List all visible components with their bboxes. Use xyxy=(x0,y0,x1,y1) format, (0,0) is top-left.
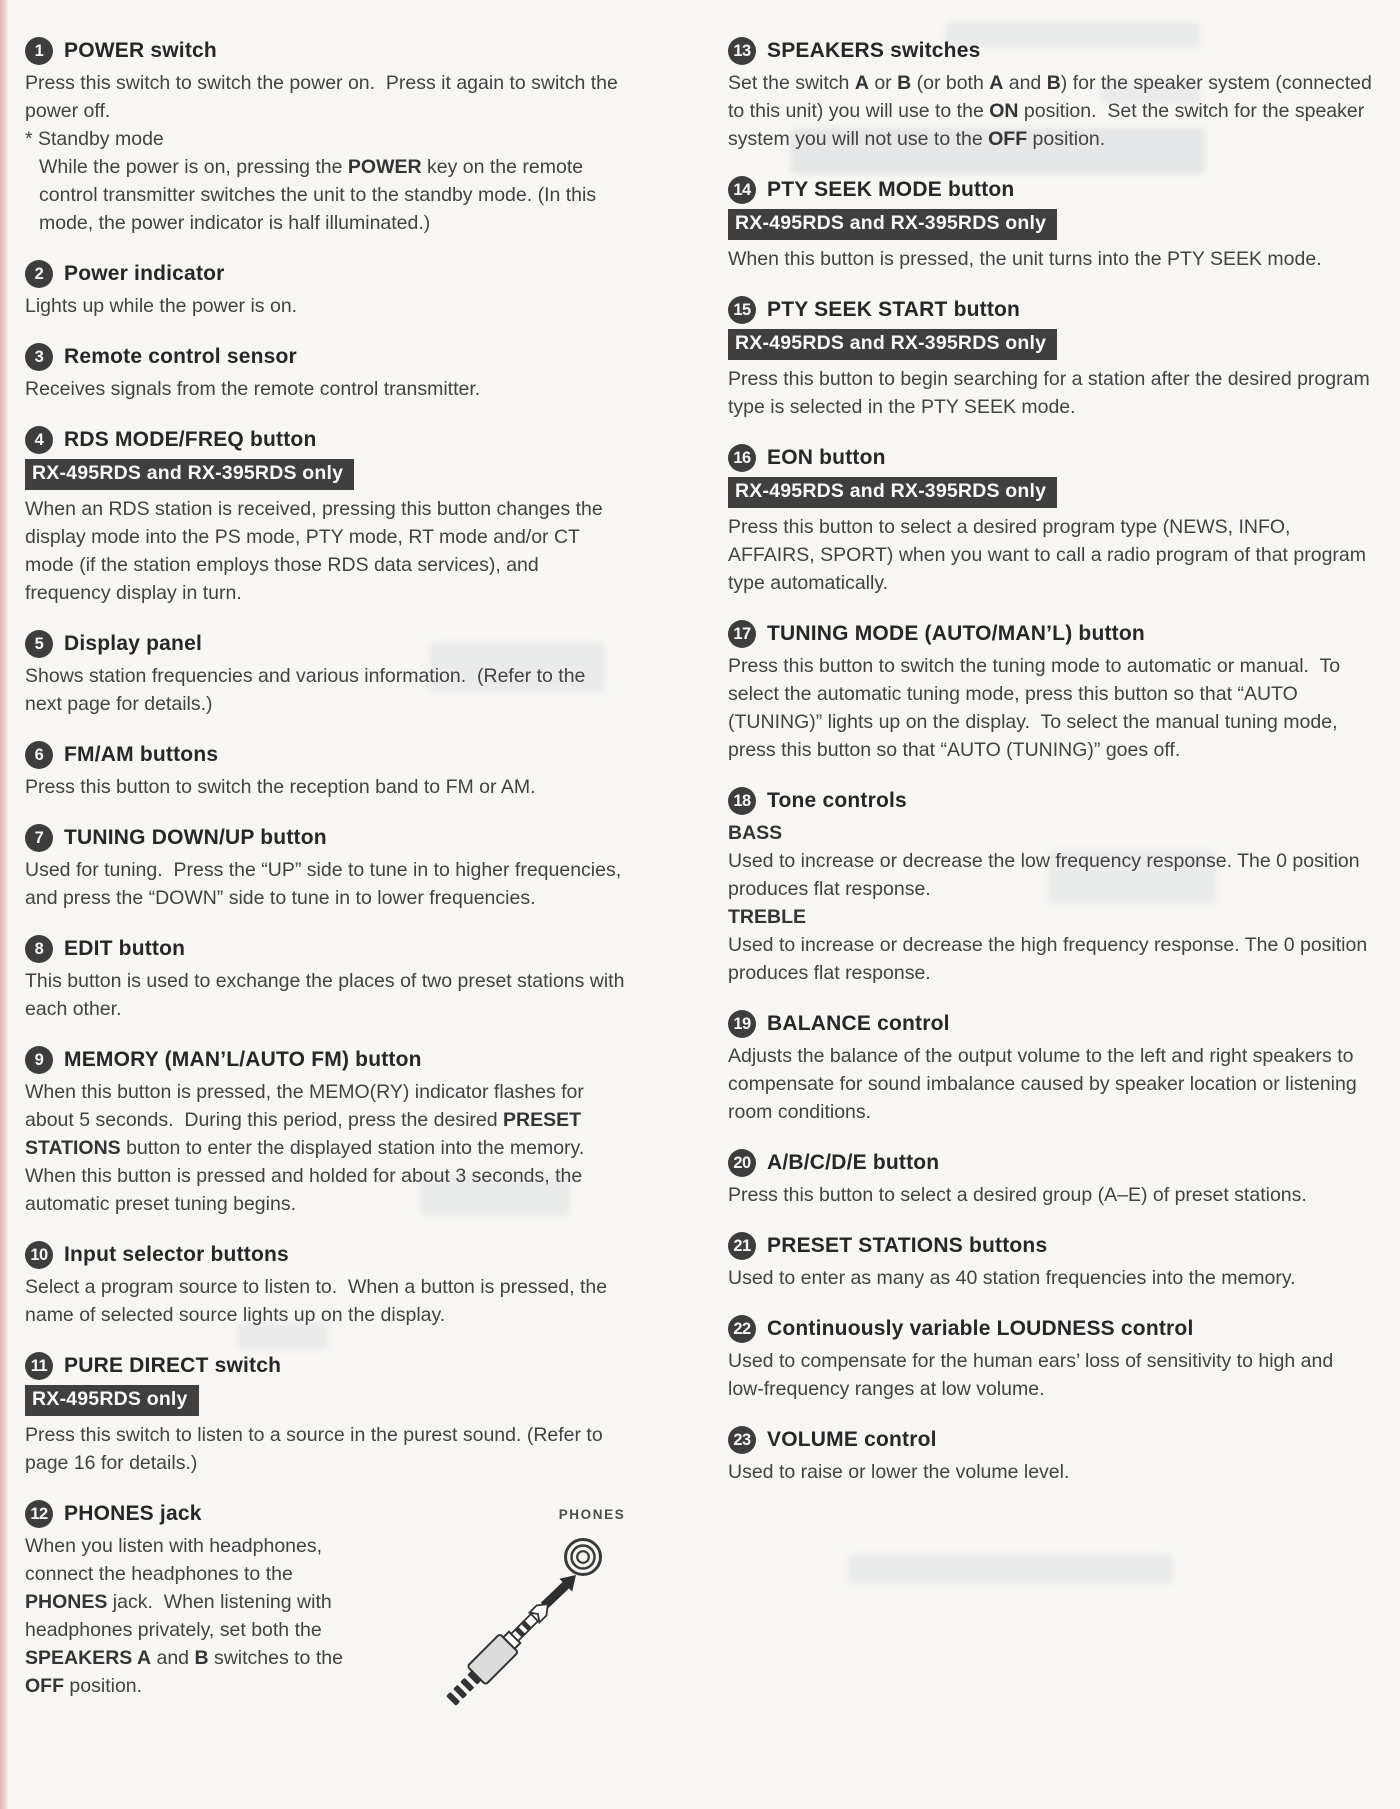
item-body xyxy=(25,1078,625,1218)
item-body xyxy=(25,495,625,607)
body-paragraph: Used to increase or decrease the high frequency response. The 0 position produces flat response. xyxy=(728,934,1368,984)
item-body xyxy=(25,967,625,1023)
item-body xyxy=(728,245,1373,273)
body-paragraph: TREBLE xyxy=(728,906,806,928)
model-badge: RX-495RDS and RX-395RDS only xyxy=(25,459,354,490)
manual-item xyxy=(25,36,625,237)
item-number: 13 xyxy=(733,42,751,60)
item-number: 3 xyxy=(34,348,44,366)
item-heading-row xyxy=(728,443,1373,473)
headphone-plug-icon xyxy=(423,1503,641,1715)
item-number: 9 xyxy=(34,1051,44,1069)
item-number-badge xyxy=(25,741,53,769)
item-body xyxy=(25,662,625,718)
item-number: 1 xyxy=(34,42,44,60)
item-heading-row xyxy=(728,1009,1373,1039)
item-heading-row xyxy=(25,342,625,372)
item-heading-row xyxy=(728,1231,1373,1261)
manual-item xyxy=(25,629,625,718)
item-heading-row xyxy=(25,629,625,659)
item-title: TUNING MODE (AUTO/MAN’L) button xyxy=(767,622,1145,645)
item-number: 5 xyxy=(34,635,44,653)
item-title: PRESET STATIONS buttons xyxy=(767,1234,1048,1257)
body-paragraph: Shows station frequencies and various information. (Refer to the next page for details.) xyxy=(25,665,586,715)
item-heading-row xyxy=(25,259,625,289)
jack-socket-icon xyxy=(566,1540,601,1575)
body-paragraph: When this button is pressed, the MEMO(RY) indicator flashes for about 5 seconds. During this period, press the desired PRESET STATIONS button to enter the displayed station into the memory. xyxy=(25,1081,585,1159)
body-paragraph: BASS xyxy=(728,822,783,844)
item-number-badge xyxy=(25,1500,53,1528)
item-heading-row xyxy=(728,36,1373,66)
item-number: 17 xyxy=(733,625,751,643)
manual-item xyxy=(728,1148,1373,1209)
item-number-badge xyxy=(728,176,756,204)
body-paragraph: Used for tuning. Press the “UP” side to tune in to higher frequencies, and press the “DOWN” side to tune in to lower frequencies. xyxy=(25,859,622,909)
left-column xyxy=(25,36,625,1722)
item-body xyxy=(728,1181,1373,1209)
item-title: Display panel xyxy=(64,632,202,655)
item-number-badge xyxy=(728,1149,756,1177)
phones-jack-illustration xyxy=(423,1503,641,1715)
model-badge: RX-495RDS only xyxy=(25,1385,199,1416)
manual-item xyxy=(728,1314,1373,1403)
item-number-badge xyxy=(728,620,756,648)
item-title: EON button xyxy=(767,446,886,469)
item-body xyxy=(728,1042,1373,1126)
item-heading-row xyxy=(728,786,1373,816)
manual-item xyxy=(728,1009,1373,1126)
item-body xyxy=(25,375,625,403)
item-title: PURE DIRECT switch xyxy=(64,1354,282,1377)
body-paragraph: Press this button to begin searching for a station after the desired program type is selected in the PTY SEEK mode. xyxy=(728,368,1370,418)
item-heading-row xyxy=(25,823,625,853)
item-body xyxy=(25,856,625,912)
body-paragraph: Select a program source to listen to. When a button is pressed, the name of selected source lights up on the display. xyxy=(25,1276,608,1326)
body-paragraph: Used to compensate for the human ears’ loss of sensitivity to high and low-frequency ranges at low volume. xyxy=(728,1350,1334,1400)
body-paragraph: When an RDS station is received, pressing this button changes the display mode into the PS mode, PTY mode, RT mode and/or CT mode (if the station employs those RDS data services), and frequency display in turn. xyxy=(25,498,603,604)
item-body xyxy=(728,1458,1373,1486)
body-paragraph: Press this switch to switch the power on. Press it again to switch the power off. xyxy=(25,72,618,122)
item-title: EDIT button xyxy=(64,937,186,960)
item-title: Continuously variable LOUDNESS control xyxy=(767,1317,1194,1340)
item-heading-row xyxy=(728,1148,1373,1178)
phones-jack-label: PHONES xyxy=(558,1507,626,1522)
body-paragraph: Used to enter as many as 40 station frequencies into the memory. xyxy=(728,1267,1296,1289)
item-number-badge xyxy=(25,1352,53,1380)
body-paragraph: Press this button to switch the reception band to FM or AM. xyxy=(25,776,536,798)
manual-item xyxy=(728,443,1373,597)
item-number-badge xyxy=(728,787,756,815)
item-number: 21 xyxy=(733,1237,751,1255)
item-number: 12 xyxy=(30,1505,48,1523)
manual-item xyxy=(728,1231,1373,1292)
item-number-badge xyxy=(728,1232,756,1260)
item-title: POWER switch xyxy=(64,39,217,62)
item-number-badge xyxy=(728,444,756,472)
item-number: 8 xyxy=(34,940,44,958)
item-title: Power indicator xyxy=(64,262,225,285)
item-body xyxy=(728,652,1373,764)
item-title: Remote control sensor xyxy=(64,345,297,368)
manual-item xyxy=(728,1425,1373,1486)
item-body xyxy=(728,1347,1373,1403)
manual-item xyxy=(25,1499,625,1700)
item-heading-row xyxy=(25,425,625,455)
item-number-badge xyxy=(25,1046,53,1074)
item-title: SPEAKERS switches xyxy=(767,39,981,62)
item-number-badge xyxy=(728,296,756,324)
manual-item xyxy=(25,1240,625,1329)
item-title: PTY SEEK MODE button xyxy=(767,178,1015,201)
manual-item xyxy=(25,1045,625,1218)
manual-item xyxy=(728,295,1373,421)
item-heading-row xyxy=(25,1045,625,1075)
body-paragraph: * Standby mode xyxy=(25,128,164,150)
item-number: 4 xyxy=(34,431,44,449)
item-number: 23 xyxy=(733,1431,751,1449)
item-number: 18 xyxy=(733,792,751,810)
item-number-badge xyxy=(25,260,53,288)
body-paragraph: Receives signals from the remote control transmitter. xyxy=(25,378,481,400)
item-heading-row xyxy=(25,1351,625,1381)
item-body xyxy=(25,1421,625,1477)
item-body xyxy=(25,292,625,320)
item-title: TUNING DOWN/UP button xyxy=(64,826,327,849)
body-paragraph: Lights up while the power is on. xyxy=(25,295,298,317)
item-number: 14 xyxy=(733,181,751,199)
manual-item xyxy=(25,934,625,1023)
item-number-badge xyxy=(728,37,756,65)
scan-edge xyxy=(0,0,9,1809)
item-heading-row xyxy=(728,295,1373,325)
item-body xyxy=(728,365,1373,421)
item-number-badge xyxy=(25,1241,53,1269)
item-heading-row xyxy=(728,619,1373,649)
item-body xyxy=(25,1273,625,1329)
item-heading-row xyxy=(25,934,625,964)
item-title: VOLUME control xyxy=(767,1428,937,1451)
item-heading-row xyxy=(728,1314,1373,1344)
body-paragraph: This button is used to exchange the places of two preset stations with each other. xyxy=(25,970,625,1020)
body-paragraph: Used to increase or decrease the low frequency response. The 0 position produces flat response. xyxy=(728,850,1360,900)
model-badge: RX-495RDS and RX-395RDS only xyxy=(728,329,1057,360)
plug-body xyxy=(442,1595,557,1710)
item-body xyxy=(728,819,1373,987)
item-number-badge xyxy=(25,426,53,454)
body-paragraph: Press this button to select a desired group (A–E) of preset stations. xyxy=(728,1184,1307,1206)
item-title: PHONES jack xyxy=(64,1502,202,1525)
item-number-badge xyxy=(25,37,53,65)
manual-item xyxy=(728,175,1373,273)
item-body xyxy=(728,513,1373,597)
model-badge: RX-495RDS and RX-395RDS only xyxy=(728,477,1057,508)
item-title: Input selector buttons xyxy=(64,1243,289,1266)
item-title: RDS MODE/FREQ button xyxy=(64,428,317,451)
body-paragraph: Used to raise or lower the volume level. xyxy=(728,1461,1070,1483)
item-body xyxy=(728,1264,1373,1292)
body-paragraph: Press this button to switch the tuning mode to automatic or manual. To select the automatic tuning mode, press this button so that “AUTO (TUNING)” lights up on the display. To select the manual tuning mode, press this button so that “AUTO (TUNING)” goes off. xyxy=(728,655,1341,761)
item-title: MEMORY (MAN’L/AUTO FM) button xyxy=(64,1048,422,1071)
body-paragraph: Press this switch to listen to a source in the purest sound. (Refer to page 16 for details.) xyxy=(25,1424,603,1474)
manual-item xyxy=(728,36,1373,153)
right-column xyxy=(728,36,1373,1508)
item-number-badge xyxy=(25,630,53,658)
body-paragraph: While the power is on, pressing the POWER key on the remote control transmitter switches the unit to the standby mode. (In this mode, the power indicator is half illuminated.) xyxy=(39,156,597,234)
body-paragraph: When this button is pressed and holded for about 3 seconds, the automatic preset tuning begins. xyxy=(25,1165,583,1215)
manual-item xyxy=(25,425,625,607)
body-paragraph: Press this button to select a desired program type (NEWS, INFO, AFFAIRS, SPORT) when you want to call a radio program of that program type automatically. xyxy=(728,516,1366,594)
item-number: 2 xyxy=(34,265,44,283)
item-number-badge xyxy=(728,1426,756,1454)
item-number: 6 xyxy=(34,746,44,764)
item-heading-row xyxy=(25,740,625,770)
item-heading-row xyxy=(728,1425,1373,1455)
item-number: 19 xyxy=(733,1015,751,1033)
item-number: 22 xyxy=(733,1320,751,1338)
body-paragraph: When you listen with headphones, connect the headphones to the PHONES jack. When listening with headphones privately, set both the SPEAKERS A and B switches to the OFF position. xyxy=(25,1535,343,1697)
item-number: 10 xyxy=(30,1246,48,1264)
manual-item xyxy=(25,823,625,912)
manual-item xyxy=(728,619,1373,764)
body-paragraph: Set the switch A or B (or both A and B) for the speaker system (connected to this unit) you will use to the ON position. Set the switch for the speaker system you will not use to the OFF position. xyxy=(728,72,1372,150)
item-number: 20 xyxy=(733,1154,751,1172)
item-number-badge xyxy=(25,824,53,852)
item-number-badge xyxy=(728,1315,756,1343)
manual-item xyxy=(25,1351,625,1477)
item-heading-row xyxy=(25,1240,625,1270)
item-title: Tone controls xyxy=(767,789,907,812)
item-title: A/B/C/D/E button xyxy=(767,1151,940,1174)
manual-item xyxy=(25,342,625,403)
item-number: 16 xyxy=(733,449,751,467)
item-body xyxy=(25,69,625,237)
item-body xyxy=(25,1532,367,1700)
item-title: FM/AM buttons xyxy=(64,743,219,766)
item-number: 15 xyxy=(733,301,751,319)
scan-artifact xyxy=(848,1554,1173,1584)
item-body xyxy=(25,773,625,801)
item-body xyxy=(728,69,1373,153)
item-heading-row xyxy=(728,175,1373,205)
manual-item xyxy=(25,259,625,320)
body-paragraph: Adjusts the balance of the output volume to the left and right speakers to compensate for sound imbalance caused by speaker location or listening room conditions. xyxy=(728,1045,1357,1123)
item-heading-row xyxy=(25,36,625,66)
item-title: BALANCE control xyxy=(767,1012,950,1035)
item-number-badge xyxy=(728,1010,756,1038)
item-number-badge xyxy=(25,935,53,963)
item-number: 11 xyxy=(30,1357,48,1375)
manual-item xyxy=(25,740,625,801)
manual-item xyxy=(728,786,1373,987)
body-paragraph: When this button is pressed, the unit turns into the PTY SEEK mode. xyxy=(728,248,1322,270)
item-number-badge xyxy=(25,343,53,371)
item-title: PTY SEEK START button xyxy=(767,298,1021,321)
item-number: 7 xyxy=(34,829,44,847)
model-badge: RX-495RDS and RX-395RDS only xyxy=(728,209,1057,240)
